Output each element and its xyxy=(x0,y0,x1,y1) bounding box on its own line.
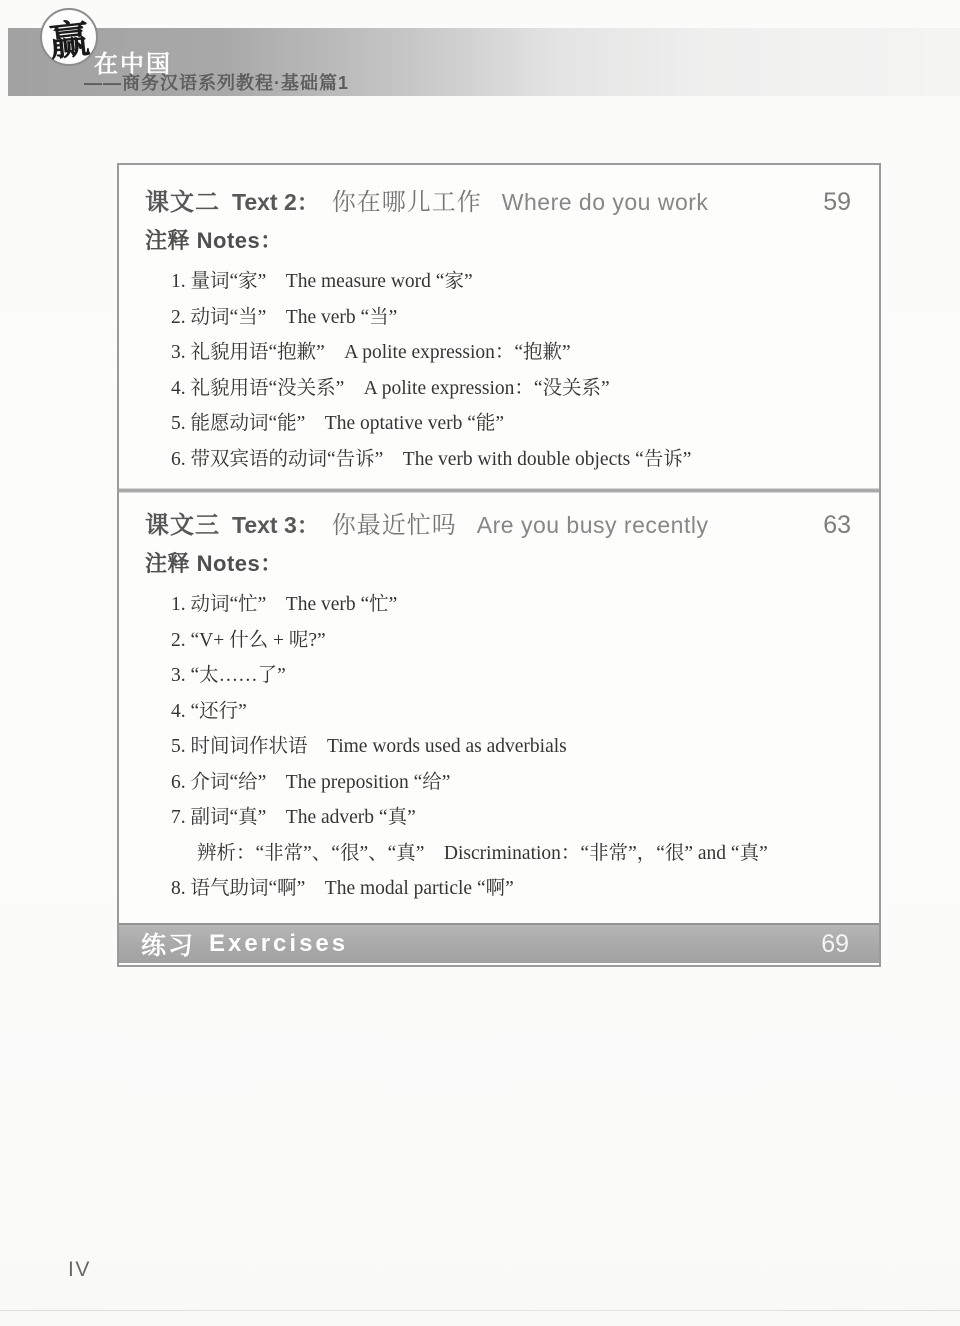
brand-name: 在中国 xyxy=(94,51,172,78)
section-label-index: Text 2： xyxy=(232,189,320,215)
toc-section xyxy=(119,492,879,919)
section-label-index: Text 3： xyxy=(232,512,320,538)
toc-note-item: 2. 动词“当” The verb “当” xyxy=(171,306,398,328)
toc-note-item: 5. 时间词作状语 Time words used as adverbials xyxy=(171,736,567,757)
section-title xyxy=(145,508,857,543)
toc-note-item: 3. “太……了” xyxy=(171,665,286,686)
toc-note-item: 辨析：“非常”、“很”、“真” Discrimination：“非常”，“很” and “真” xyxy=(197,842,768,864)
section-title-en: Are you busy recently xyxy=(476,512,709,538)
toc-note-item: 7. 副词“真” The adverb “真” xyxy=(171,807,416,828)
section-label-cn: 课文二 xyxy=(145,189,220,216)
section-page-number: 59 xyxy=(823,188,851,216)
toc-note-item: 6. 介词“给” The preposition “给” xyxy=(171,771,451,793)
exercises-page-number: 69 xyxy=(821,929,849,958)
toc-sections xyxy=(119,165,879,919)
toc-note-item: 1. 量词“家” The measure word “家” xyxy=(171,271,473,292)
notes-list xyxy=(145,264,857,477)
section-title-en: Where do you work xyxy=(501,189,709,215)
toc-section xyxy=(119,165,879,489)
toc-note-item: 4. 礼貌用语“没关系” A polite expression：“没关系” xyxy=(171,377,610,399)
exercises-label-cn: 练习 xyxy=(141,932,196,960)
toc-box xyxy=(117,163,881,967)
toc-note-item: 4. “还行” xyxy=(171,700,247,722)
toc-note-item: 5. 能愿动词“能” The optative verb “能” xyxy=(171,413,505,434)
exercises-row xyxy=(119,923,879,963)
notes-list xyxy=(145,587,857,907)
series-subtitle: ——商务汉语系列教程·基础篇1 xyxy=(84,73,350,93)
toc-note-item: 1. 动词“忙” The verb “忙” xyxy=(171,594,398,615)
notes-label: 注释 Notes： xyxy=(145,228,283,253)
toc-note-item: 6. 带双宾语的动词“告诉” The verb with double objects “告诉” xyxy=(171,448,692,470)
toc-note-item: 8. 语气助词“啊” The modal particle “啊” xyxy=(171,878,514,899)
brand-logo-icon xyxy=(40,8,98,66)
section-title-zh: 你最近忙吗 xyxy=(331,512,457,539)
page-number: IV xyxy=(68,1258,91,1281)
section-label-cn: 课文三 xyxy=(145,512,220,539)
toc-note-item: 3. 礼貌用语“抱歉” A polite expression：“抱歉” xyxy=(171,342,571,363)
section-title xyxy=(145,185,857,220)
page-edge-line xyxy=(0,1310,960,1311)
section-title-zh: 你在哪儿工作 xyxy=(331,189,482,216)
toc-note-item: 2. “V+ 什么 + 呢?” xyxy=(171,629,326,651)
notes-label: 注释 Notes： xyxy=(145,551,283,576)
brand-logo-character: 赢 xyxy=(47,16,92,66)
exercises-label-en: Exercises xyxy=(209,930,349,957)
section-page-number: 63 xyxy=(823,511,851,539)
